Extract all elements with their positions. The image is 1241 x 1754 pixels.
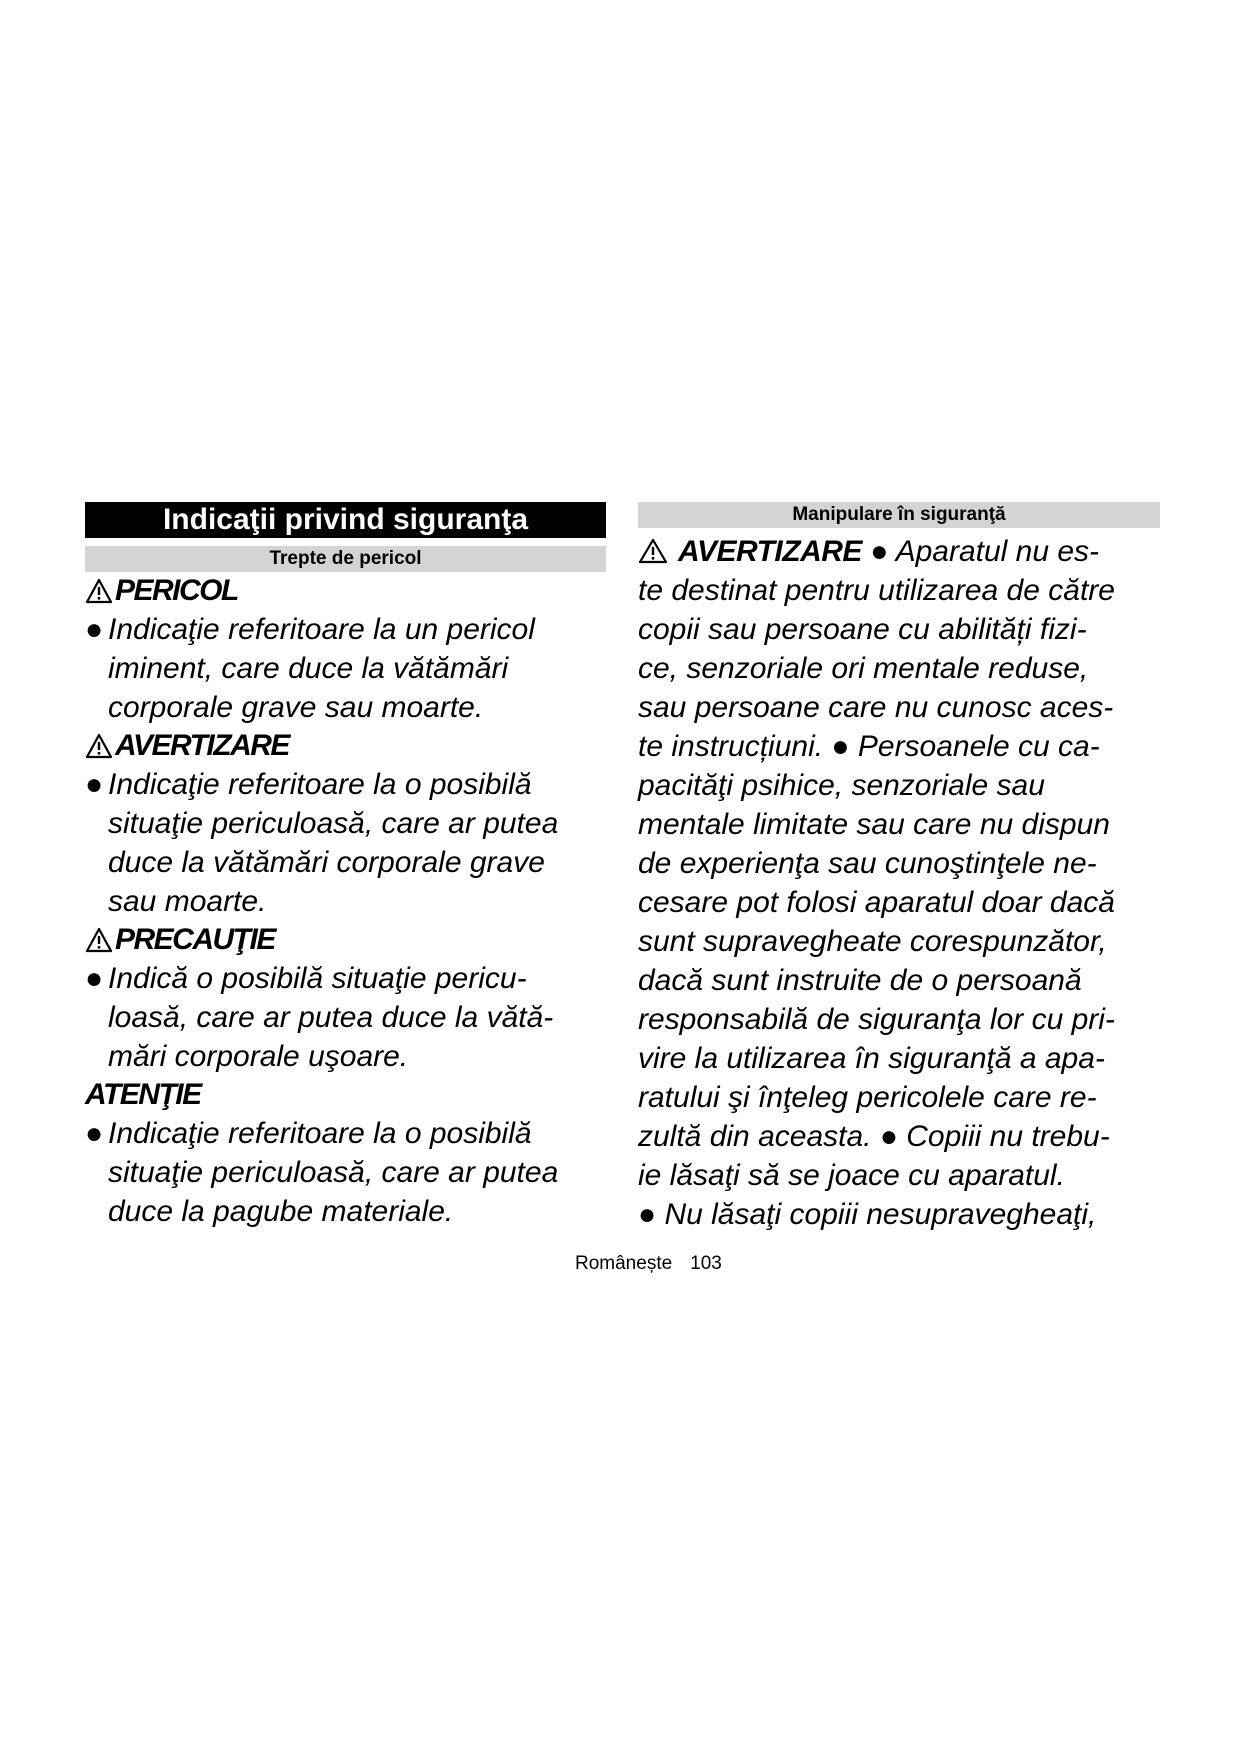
heading-atentie [85,1076,606,1114]
list-item [85,765,606,921]
subsection-safe-handling: Manipulare în siguranţă [638,502,1160,528]
safe-handling-paragraph [638,532,1160,1234]
heading-label: PRECAUŢIE [115,923,275,956]
text-line: sau persoane care nu cunosc aces- [638,691,1114,724]
left-column [85,502,606,1231]
text-line: ce, senzoriale ori mentale reduse, [638,652,1089,685]
text-line: situaţie periculoasă, care ar putea [108,807,559,840]
text-line: duce la pagube materiale. [108,1195,454,1228]
warning-triangle-icon [638,538,668,564]
warning-triangle-icon [85,927,113,953]
text-line: corporale grave sau moarte. [108,691,484,724]
heading-pericol [85,572,606,610]
text-line: duce la vătămări corporale grave [108,846,545,879]
text-line: te instrucțiuni. ● Persoanele cu ca- [638,730,1100,763]
text-line: ratului şi înţeleg pericolele care re- [638,1081,1097,1114]
text-line: sau moarte. [108,885,267,918]
text-line: dacă sunt instruite de o persoană [638,964,1082,997]
list-item [85,1114,606,1231]
text-line: iminent, care duce la vătămări [108,652,509,685]
heading-avertizare [85,727,606,765]
text-line: cesare pot folosi aparatul doar dacă [638,886,1115,919]
heading-label: AVERTIZARE [115,729,289,762]
text-line: te destinat pentru utilizarea de către [638,574,1115,607]
page-footer [575,1253,722,1275]
text-line: Indicaţie referitoare la o posibilă [108,768,532,801]
footer-language: Românește [575,1253,673,1274]
list-item [85,610,606,727]
bullet-icon: ● [85,613,104,646]
text-line: situaţie periculoasă, care ar putea [108,1156,559,1189]
heading-label: PERICOL [115,574,238,607]
text-line: pacităţi psihice, senzoriale sau [638,769,1045,802]
list-item [85,959,606,1076]
text-line: ie lăsaţi să se joace cu aparatul. [638,1159,1065,1192]
text-line: de experienţa sau cunoştinţele ne- [638,847,1097,880]
heading-label: ATENŢIE [85,1078,201,1111]
text-line: mări corporale uşoare. [108,1040,409,1073]
text-line: zultă din aceasta. ● Copiii nu trebu- [638,1120,1110,1153]
text-line: vire la utilizarea în siguranţă a apa- [638,1042,1105,1075]
text-line: copii sau persoane cu abilități fizi- [638,613,1087,646]
text-line [638,532,1160,571]
text-line: mentale limitate sau care nu dispun [638,808,1110,841]
section-title: Indicaţii privind siguranţa [85,502,606,538]
text-line: Indicaţie referitoare la un pericol [108,613,535,646]
warning-triangle-icon [85,578,113,604]
bullet-icon: ● [85,1117,104,1150]
warning-triangle-icon [85,733,113,759]
text-line: responsabilă de siguranţa lor cu pri- [638,1003,1115,1036]
text-line: Indicaţie referitoare la o posibilă [108,1117,532,1150]
page-number: 103 [690,1253,722,1274]
bullet-icon: ● [85,768,104,801]
text-line: loasă, care ar putea duce la vătă- [108,1001,554,1034]
heading-precautie [85,921,606,959]
text-line: Indică o posibilă situaţie pericu- [108,962,527,995]
text-line: sunt supravegheate corespunzător, [638,925,1107,958]
warning-label: AVERTIZARE [678,535,862,568]
subsection-danger-levels: Trepte de pericol [85,546,606,572]
text-line: ● Nu lăsaţi copiii nesupravegheaţi, [638,1198,1097,1231]
bullet-icon: ● [85,962,104,995]
text-fragment: ● Aparatul nu es- [870,535,1100,568]
right-column [638,502,1160,1234]
